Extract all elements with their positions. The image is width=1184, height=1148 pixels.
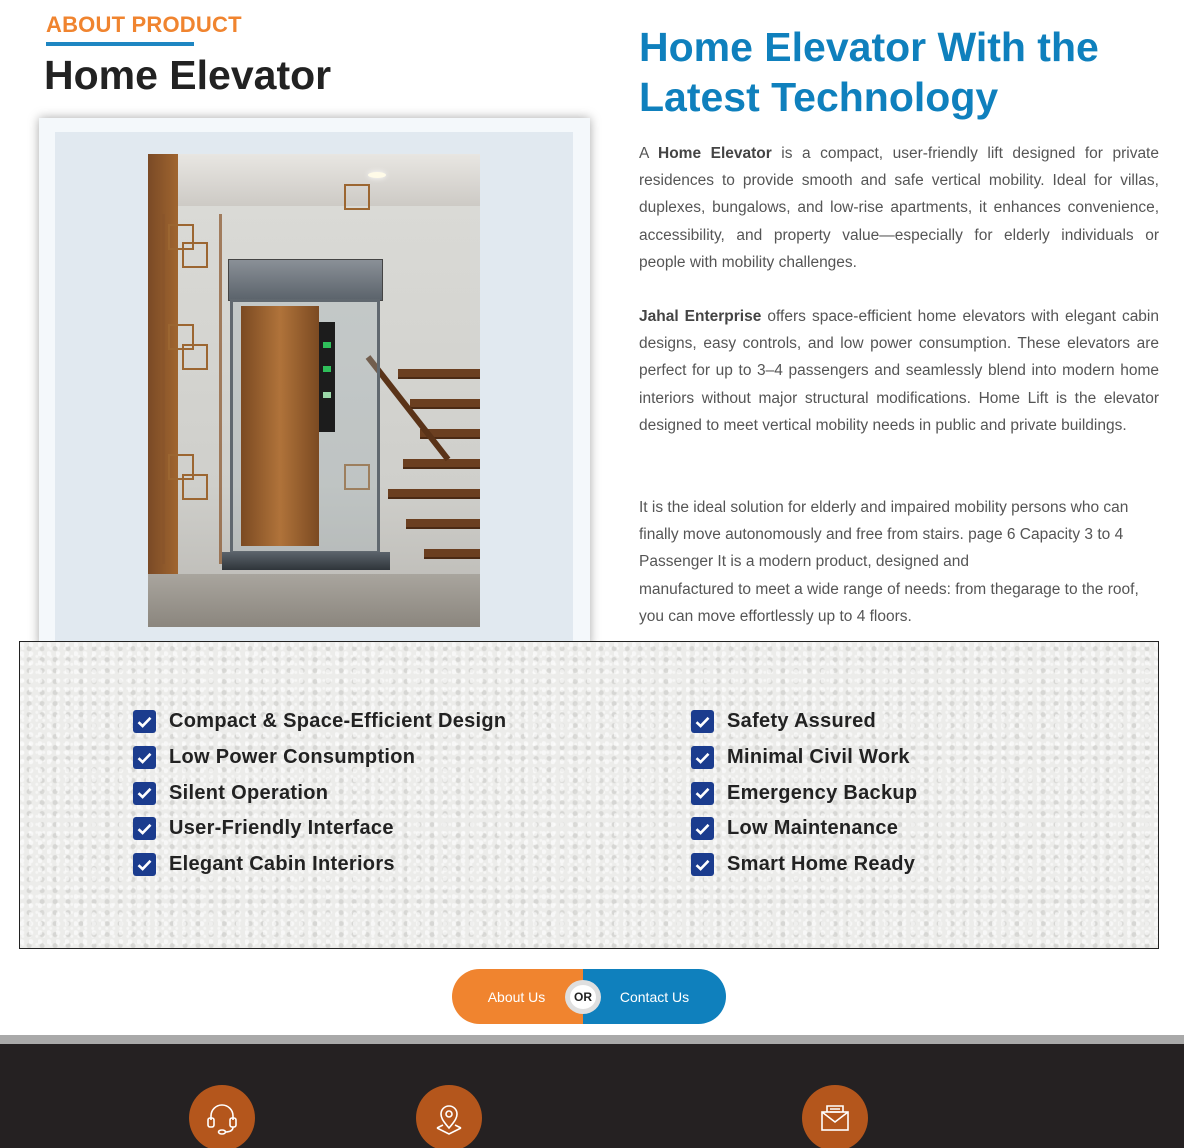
section-eyebrow: ABOUT PRODUCT [46, 12, 242, 37]
check-square-icon [691, 710, 714, 733]
solution-paragraph: It is the ideal solution for elderly and impaired mobility persons who can finally move autonomously and free from stairs. page 6 Capacity 3 to 4 Passenger It is a modern product, designed and manufactured to meet a wide range of needs: from thegarage to the roof, you can move effortlessly up to 4 floors. [639, 499, 1139, 625]
check-square-icon [691, 782, 714, 805]
home-elevator-image [148, 154, 480, 627]
features-list-right [691, 704, 917, 882]
check-square-icon [133, 817, 156, 840]
image-floor [148, 574, 480, 627]
feature-item: Elegant Cabin Interiors [133, 847, 506, 883]
image-cabin [230, 299, 380, 554]
product-image-card [39, 118, 590, 648]
product-title: Home Elevator [44, 52, 332, 98]
features-box [19, 641, 1159, 949]
image-deco-square [182, 242, 208, 268]
or-badge: OR [565, 980, 601, 1014]
eyebrow-underline [46, 42, 194, 46]
location-pin-icon[interactable] [416, 1085, 482, 1148]
contact-us-button[interactable]: Contact Us [583, 969, 726, 1024]
check-square-icon [133, 782, 156, 805]
image-ceiling [148, 154, 480, 206]
image-cabin-control-panel [319, 322, 335, 432]
company-name: Jahal Enterprise [639, 308, 762, 325]
image-ceiling-light [368, 172, 386, 178]
image-deco-square [344, 184, 370, 210]
product-image-frame [55, 132, 573, 647]
image-cabin-wood [241, 306, 319, 546]
image-stair [388, 489, 480, 499]
bold-term: Home Elevator [658, 145, 772, 162]
image-stair [424, 549, 480, 559]
image-stair [403, 459, 480, 469]
footer [0, 1044, 1184, 1148]
image-deco-square [182, 474, 208, 500]
feature-item: Silent Operation [133, 775, 506, 811]
footer-divider [0, 1035, 1184, 1044]
section-heading: Home Elevator With the Latest Technology [639, 24, 1099, 120]
features-list-left [133, 704, 506, 882]
image-cabin-roof [228, 259, 383, 301]
image-deco-square [182, 344, 208, 370]
feature-item: Safety Assured [691, 704, 917, 740]
feature-item: User-Friendly Interface [133, 811, 506, 847]
image-stair [410, 399, 480, 409]
envelope-icon[interactable] [802, 1085, 868, 1148]
check-square-icon [133, 746, 156, 769]
intro-paragraph: A Home Elevator is a compact, user-friendly lift designed for private residences to provide smooth and safe vertical mobility. Ideal for villas, duplexes, bungalows, and low-rise apartments, it enhances convenience, accessibility, and property value—especially for elderly individuals or people with mobility challenges. [639, 145, 1159, 271]
feature-item: Low Maintenance [691, 811, 917, 847]
feature-item: Smart Home Ready [691, 847, 917, 883]
company-paragraph: Jahal Enterprise offers space-efficient home elevators with elegant cabin designs, easy controls, and low power consumption. These elevators are perfect for up to 3–4 passengers and seamlessly blend into modern home interiors without major structural modifications. Home Lift is the elevator designed to meet vertical mobility needs in public and private buildings. [639, 308, 1159, 434]
check-square-icon [133, 710, 156, 733]
check-square-icon [691, 817, 714, 840]
feature-item: Emergency Backup [691, 775, 917, 811]
about-us-button[interactable]: About Us [452, 969, 583, 1024]
check-square-icon [133, 853, 156, 876]
check-square-icon [691, 853, 714, 876]
feature-item: Compact & Space-Efficient Design [133, 704, 506, 740]
headset-icon[interactable] [189, 1085, 255, 1148]
image-stair [406, 519, 480, 529]
feature-item: Low Power Consumption [133, 740, 506, 776]
feature-item: Minimal Civil Work [691, 740, 917, 776]
check-square-icon [691, 746, 714, 769]
image-stair [398, 369, 480, 379]
image-cabin-floor [222, 552, 390, 570]
